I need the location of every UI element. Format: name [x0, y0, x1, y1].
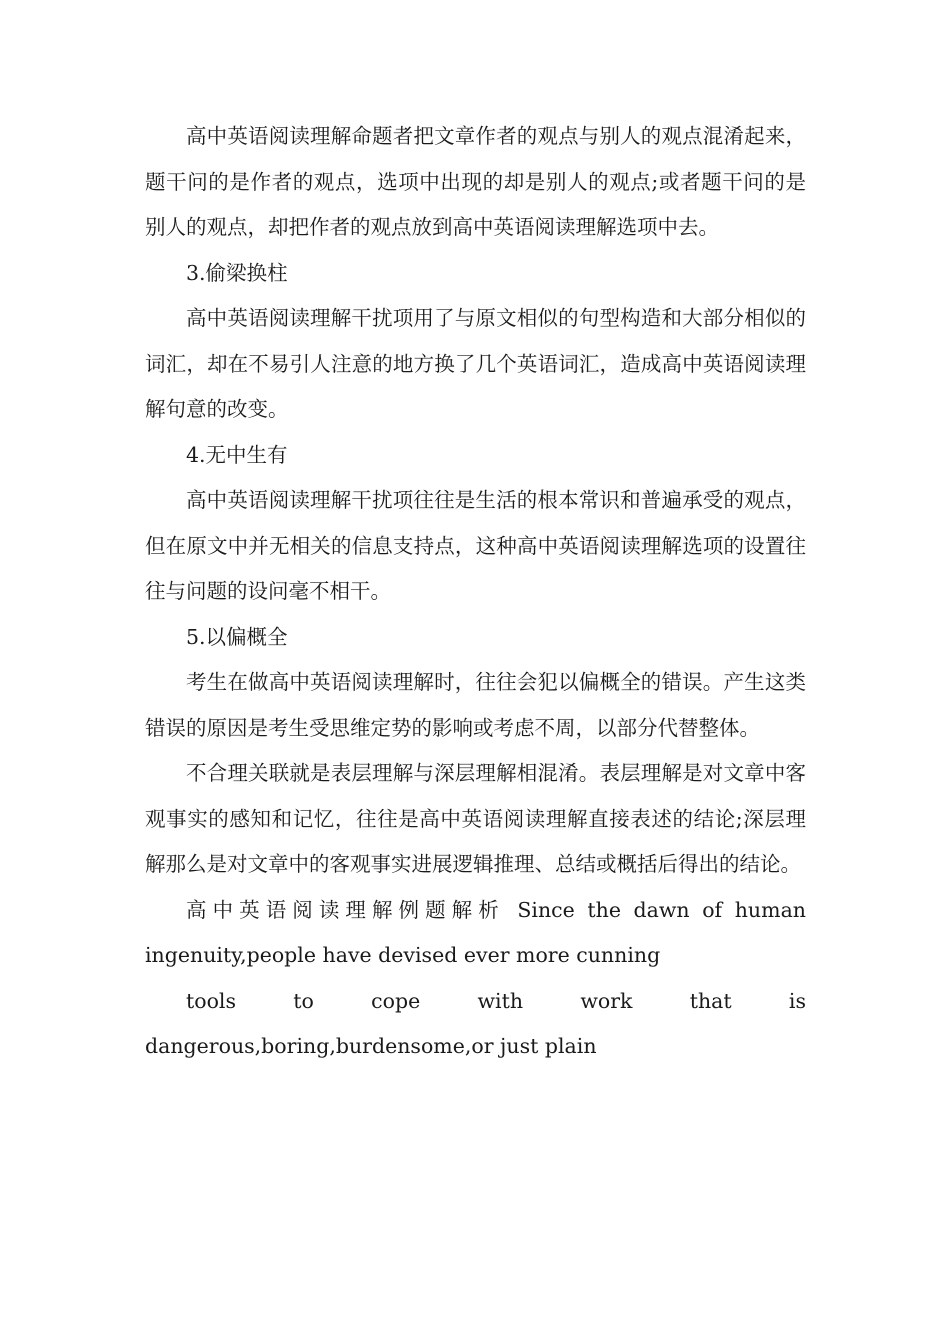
- paragraph-2: 高中英语阅读理解干扰项用了与原文相似的句型构造和大部分相似的词汇，却在不易引人注意的地方换了几个英语词汇，造成高中英语阅读理解句意的改变。: [145, 306, 806, 421]
- paragraph-1: 高中英语阅读理解命题者把文章作者的观点与别人的观点混淆起来，题干问的是作者的观点，选项中出现的却是别人的观点;或者题干问的是别人的观点，却把作者的观点放到高中英语阅读理解选项中去。: [145, 124, 806, 239]
- paragraph-example-2: tools to cope with work that is dangerous,boring,burdensome,or just plain: [145, 988, 806, 1058]
- document-body: [145, 114, 806, 1070]
- paragraph-5: 不合理关联就是表层理解与深层理解相混淆。表层理解是对文章中客观事实的感知和记忆，往往是高中英语阅读理解直接表述的结论;深层理解那么是对文章中的客观事实进展逻辑推理、总结或概括后得出的结论。: [145, 761, 806, 876]
- paragraph-example-1: 高中英语阅读理解例题解析 Since the dawn of human ingenuity,people have devised ever more cunning: [145, 897, 806, 967]
- paragraph-3: 高中英语阅读理解干扰项往往是生活的根本常识和普遍承受的观点，但在原文中并无相关的信息支持点，这种高中英语阅读理解选项的设置往往与问题的设问毫不相干。: [145, 488, 806, 603]
- section-heading-3: 3.偷梁换柱: [186, 260, 288, 285]
- paragraph-4: 考生在做高中英语阅读理解时，往往会犯以偏概全的错误。产生这类错误的原因是考生受思维定势的影响或考虑不周，以部分代替整体。: [145, 670, 806, 740]
- section-heading-5: 5.以偏概全: [186, 624, 288, 649]
- section-heading-4: 4.无中生有: [186, 442, 288, 467]
